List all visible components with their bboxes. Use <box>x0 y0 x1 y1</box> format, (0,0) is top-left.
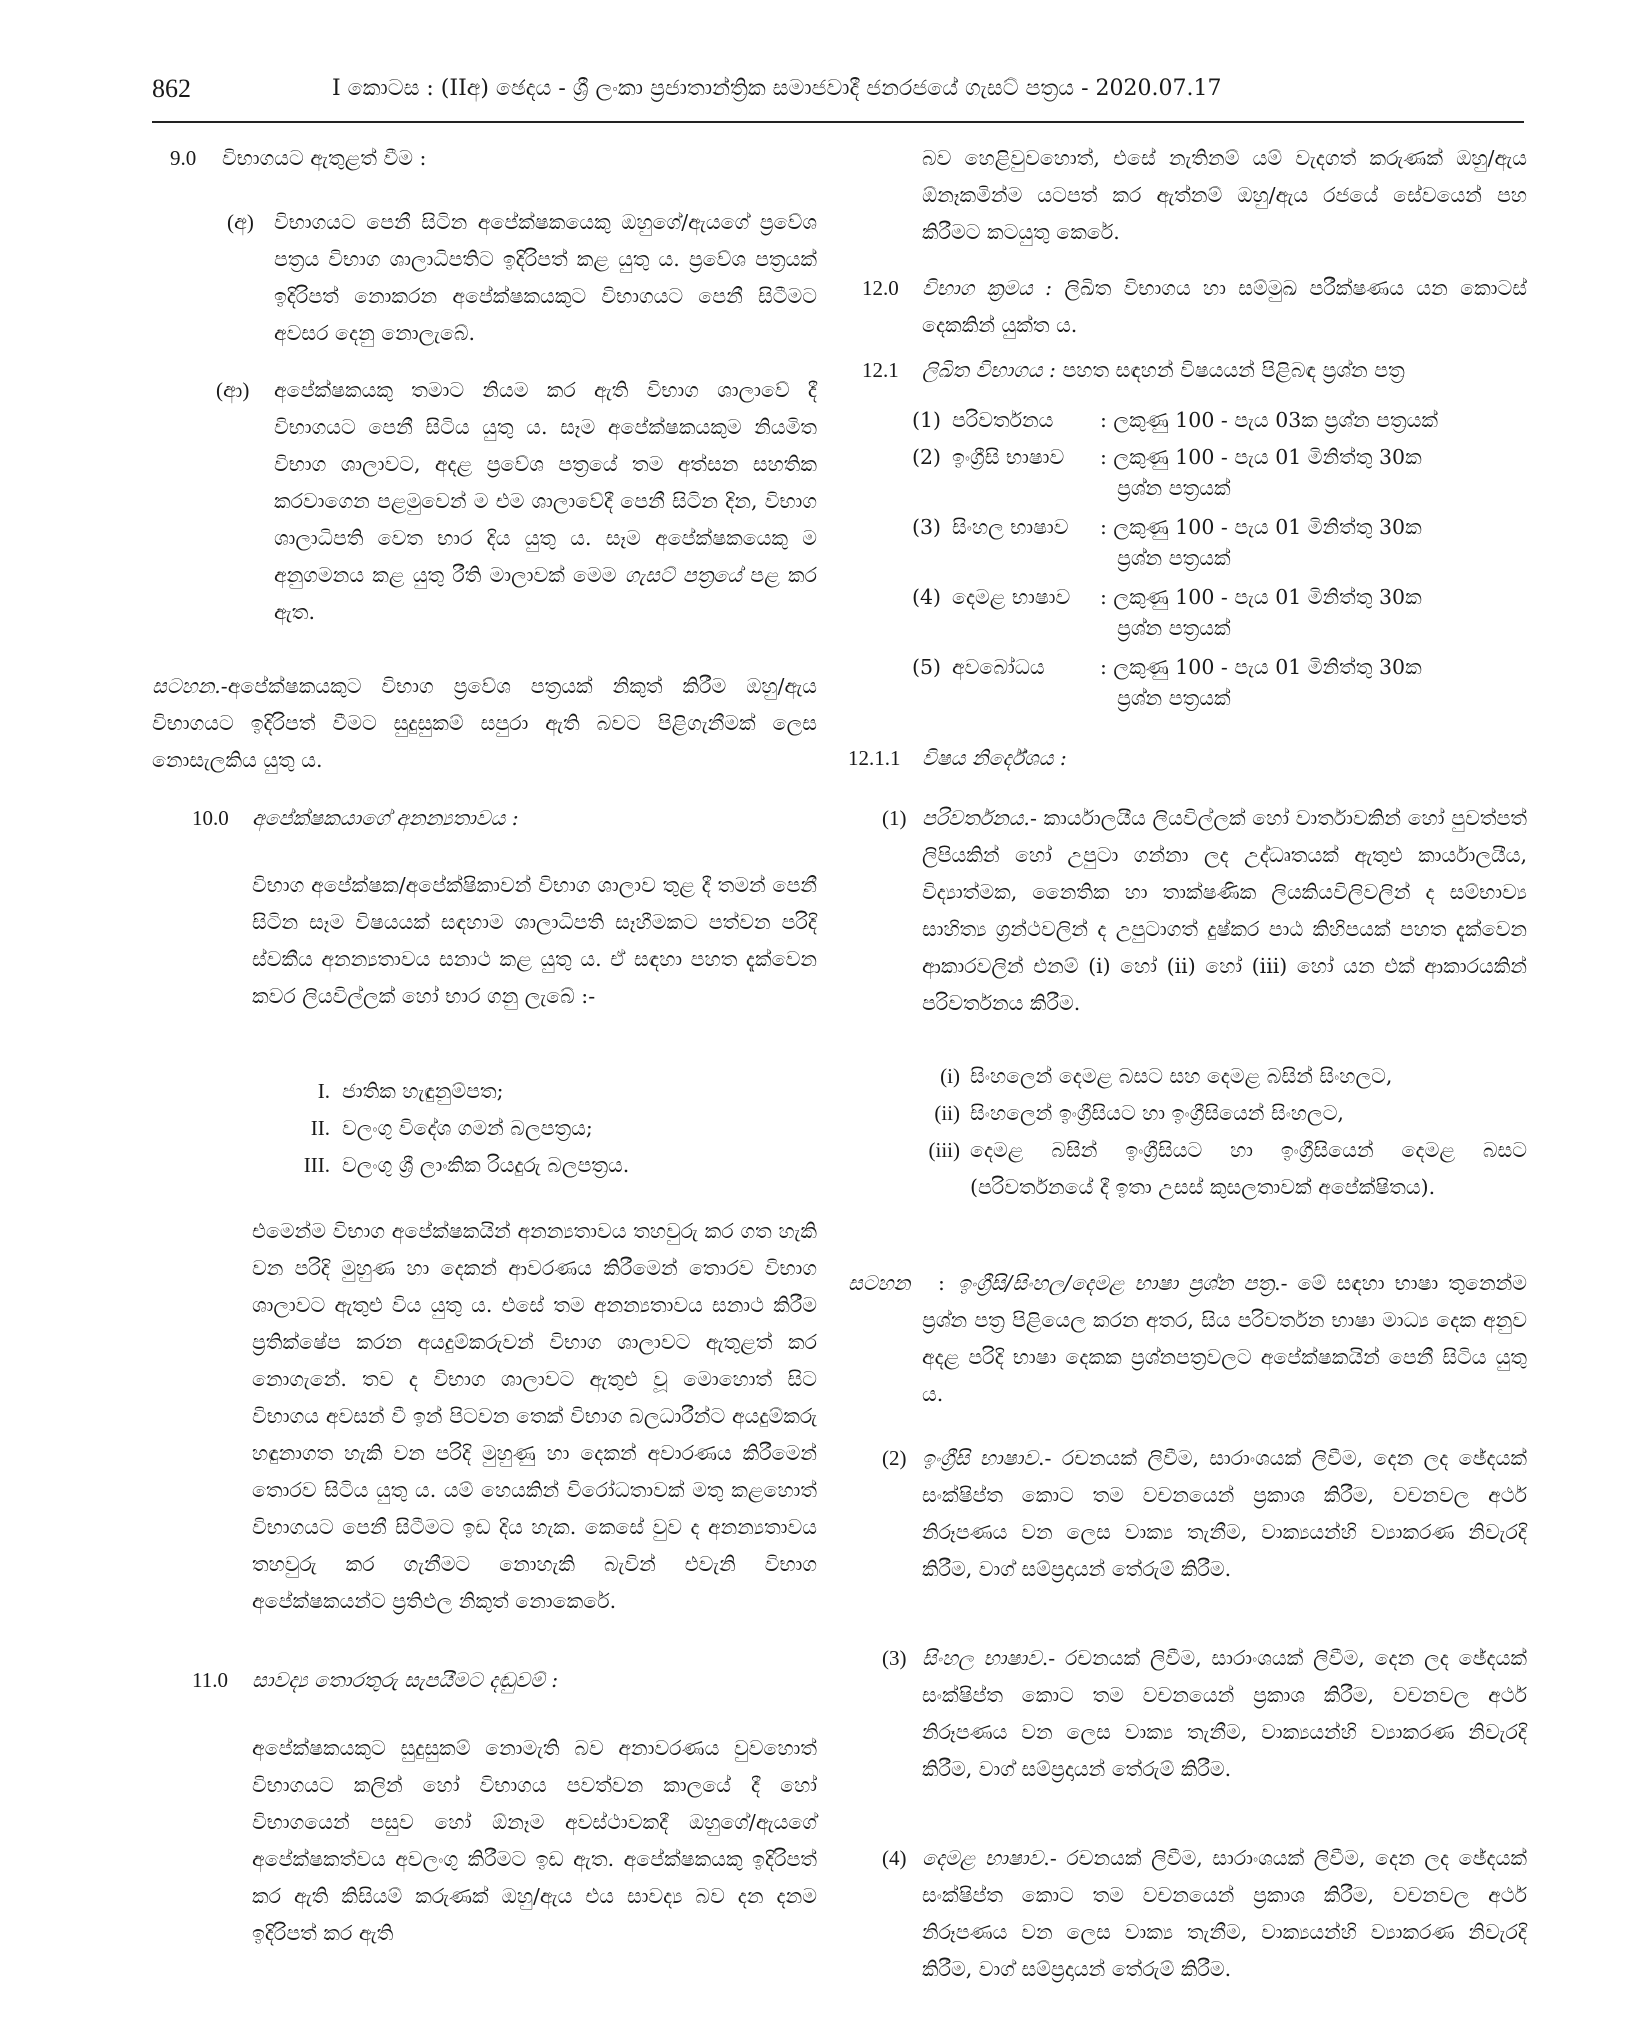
paper-name: ඉංග්‍රීසි භාෂාව <box>952 445 1065 469</box>
paper-name: දෙමළ භාෂාව <box>952 585 1071 609</box>
section-10-number: 10.0 <box>192 806 229 830</box>
option-text: සිංහලෙන් දෙමළ බසට සහ දෙමළ බසින් සිංහලට, <box>970 1064 1393 1088</box>
item-2-label: ඉංග්‍රීසි භාෂාව <box>922 1446 1039 1470</box>
item-1-label: පරිවර්තනය. <box>922 806 1030 830</box>
note-1: සටහන.-අපේක්ෂකයකුට විභාග ප්‍රවේශ පත්‍රයක් නිකුත් කිරීම ඔහු/ඇය විභාගයට ඉදිරිපත් වීමට සුදුසුකම් සපුරා ඇති බවට පිළිගැනීමක් ලෙස නොසැලකිය යුතු ය. <box>152 674 817 772</box>
continued-text: බව හෙළිවුවහොත්, එසේ නැතිනම් යම් වැදගත් කරුණක් ඔහු/ඇය ඕනෑකමින්ම යටපත් කර ඇත්නම් ඔහු/ඇය රජයේ සේවයෙන් පහ කිරීමට කටයුතු කෙරේ. <box>922 146 1527 244</box>
paper-number: (5) <box>912 655 942 679</box>
list-item-number: III. <box>303 1153 330 1177</box>
note-2-italic: ඉංග්‍රීසි/සිංහල/දෙමළ භාෂා ප්‍රශ්න පත්‍ර <box>958 1271 1275 1295</box>
section-10-para-1: විභාග අපේක්ෂක/අපේක්ෂිකාවන් විභාග ශාලාව තුළ දී තමන් පෙනී සිටින සෑම විෂයයක් සඳහාම ශාලාධිපති සෑහීමකට පත්වන පරිදි ස්වකීය අනන්‍යතාවය සනාථ කළ යුතු ය. ඒ සඳහා පහත දැක්වෙන කවර ලියවිල්ලක් හෝ භාර ගනු ලැබේ :- <box>252 873 817 1008</box>
note-2-label: සටහන <box>848 1271 911 1295</box>
section-12-number: 12.0 <box>862 276 899 300</box>
list-item: වලංගු විදේශ ගමන් බලපත්‍රය; <box>342 1116 593 1140</box>
section-10-para-2: එමෙන්ම විභාග අපේක්ෂකයින් අනන්‍යතාවය තහවුරු කර ගත හැකි වන පරිදි මුහුණ හා දෙකන් ආවරණය කිරීමෙන් තොරව විභාග ශාලාවට ඇතුළු විය යුතු ය. එසේ තම අනන්‍යතාවය සනාථ කිරීම ප්‍රතික්ෂේප කරන අයදුම්කරුවන් විභාග ශාලාවට ඇතුළත් කර නොගැනේ. තව ද විභාග ශාලාවට ඇතුළු වූ මොහොත් සිට විභාගය අවසන් වී ඉන් පිටවන තෙක් විභාග බලධාරීන්ට අයදුම්කරු හඳුනාගත හැකි වන පරිදි මුහුණු හා දෙකන් අවාරණය කිරීමෙන් තොරව සිටිය යුතු ය. යම් හෙයකින් විරෝධතාවක් මතු කළහොත් විභාගයට පෙනී සිටීමට ඉඩ දිය හැක. කෙසේ වුව ද අනන්‍යතාවය තහවුරු කර ගැනීමට නොහැකි බැවින් එවැනි විභාග අපේක්ෂකයන්ට ප්‍රතිඵල නිකුත් නොකෙරේ. <box>252 1219 817 1613</box>
paper-desc-cont: ප්‍රශ්න පත්‍රයක් <box>1117 616 1231 640</box>
section-9-number: 9.0 <box>170 146 197 170</box>
option-number: (iii) <box>928 1138 960 1162</box>
paper-desc: : ලකුණු 100 - පැය 01 මිනිත්තු 30ක <box>1100 585 1422 609</box>
section-12-1-1-heading: විෂය නිර්දේශය : <box>922 746 1067 770</box>
section-9-heading: විභාගයට ඇතුළත් වීම : <box>222 146 427 170</box>
item-4-label: දෙමළ භාෂාව <box>922 1846 1044 1870</box>
paper-number: (2) <box>912 445 942 469</box>
header-rule <box>152 121 1524 123</box>
paper-desc-cont: ප්‍රශ්න පත්‍රයක් <box>1117 686 1231 710</box>
paper-name: පරිවර්තනය <box>952 408 1054 432</box>
section-12-label: විභාග ක්‍රමය : <box>922 276 1053 300</box>
note-1-label: සටහන. <box>152 674 221 698</box>
option-number: (ii) <box>934 1101 960 1125</box>
list-item: ජාතික හැඳුනුම්පත; <box>342 1079 504 1103</box>
section-12-1-number: 12.1 <box>862 358 899 382</box>
paper-desc: : ලකුණු 100 - පැය 01 මිනිත්තු 30ක <box>1100 515 1422 539</box>
item-a-text: විභාගයට පෙනී සිටින අපේක්ෂකයෙකු ඔහුගේ/ඇයගේ ප්‍රවේශ පත්‍රය විභාග ශාලාධිපතිට ඉදිරිපත් කළ යුතු ය. ප්‍රවේශ පත්‍රයක් ඉදිරිපත් නොකරන අපේක්ෂකයකුට විභාගයට පෙනී සිටීමට අවසර දෙනු නොලැබේ. <box>274 210 817 345</box>
item-3-text: සිංහල භාෂාව.- රචනයක් ලිවීම, සාරාංශයක් ලිවීම, දෙන ලද ඡේදයක් සංක්ෂිප්ත කොට තම වචනයෙන් ප්‍රකාශ කිරීම, වචනවල අර්ථ නිරූපණය වන ලෙස වාක්‍ය තැනීම, වාක්‍යයන්හි ව්‍යාකරණ නිවැරදි කිරීම, වාග් සම්ප්‍රදායන් තේරුම් කිරීම. <box>922 1646 1527 1781</box>
section-10-heading: අපේක්ෂකයාගේ අනන්‍යතාවය : <box>252 806 519 830</box>
paper-number: (1) <box>912 408 942 432</box>
item-1-number: (1) <box>882 806 907 830</box>
item-4-text: දෙමළ භාෂාව.- රචනයක් ලිවීම, සාරාංශයක් ලිවීම, දෙන ලද ඡේදයක් සංක්ෂිප්ත කොට තම වචනයෙන් ප්‍රකාශ කිරීම, වචනවල අර්ථ නිරූපණය වන ලෙස වාක්‍ය තැනීම, වාක්‍යයන්හි ව්‍යාකරණ නිවැරදි කිරීම, වාග් සම්ප්‍රදායන් තේරුම් කිරීම. <box>922 1846 1528 1981</box>
list-item-number: II. <box>310 1116 330 1140</box>
item-2-number: (2) <box>882 1446 907 1470</box>
option-text: දෙමළ බසින් ඉංග්‍රීසියට හා ඉංග්‍රීසියෙන් දෙමළ බසට (පරිවර්තනයේ දී ඉතා උසස් කුසලතාවක් අපේක්ෂිතය). <box>970 1138 1527 1199</box>
item-a-label: (අ) <box>227 210 254 234</box>
item-aa-text: අපේක්ෂකයකු තමාට නියම කර ඇති විභාග ශාලාවේ දී විභාගයට පෙනී සිටිය යුතු ය. සෑම අපේක්ෂකයකුම නියමිත විභාග ශාලාවට, අදළ ප්‍රවේශ පත්‍රයේ තම අත්සන සහතික කරවාගෙන පළමුවෙන් ම එම ශාලාවේදී පෙනී සිටින දින, විභාග ශාලාධිපති වෙත භාර දිය යුතු ය. සෑම අපේක්ෂකයෙකු ම අනුගමනය කළ යුතු රීති මාලාවක් මෙම ගැසට් පත්‍රයේ පළ කර ඇත. <box>274 378 817 624</box>
paper-number: (3) <box>912 515 942 539</box>
page-number: 862 <box>152 74 191 103</box>
paper-name: සිංහල භාෂාව <box>952 515 1069 539</box>
section-12-1-label: ලිඛිත විභාගය : <box>922 358 1056 382</box>
section-11-para: අපේක්ෂකයකුට සුදුසුකම් නොමැති බව අනාවරණය වුවහොත් විභාගයට කලින් හෝ විභාගය පවත්වන කාලයේ දී හෝ විභාගයෙන් පසුව හෝ ඕනෑම අවස්ථාවකදී ඔහුගේ/ඇයගේ අපේක්ෂකත්වය අවලංගු කිරීමට ඉඩ ඇත. අපේක්ෂකයකු ඉදිරිපත් කර ඇති කිසියම් කරුණක් ඔහු/ඇය එය සාවද්‍ය බව දන දනම ඉදිරිපත් කර ඇති <box>252 1736 817 1945</box>
item-3-label: සිංහල භාෂාව <box>922 1646 1042 1670</box>
option-text: සිංහලෙන් ඉංග්‍රීසියට හා ඉංග්‍රීසියෙන් සිංහලට, <box>970 1101 1344 1125</box>
gazette-italic: ගැසට් පත්‍රයේ <box>624 563 742 587</box>
paper-desc-cont: ප්‍රශ්න පත්‍රයක් <box>1117 476 1231 500</box>
option-number: (i) <box>940 1064 960 1088</box>
item-aa-label: (ආ) <box>216 378 250 402</box>
note-2-text: ඉංග්‍රීසි/සිංහල/දෙමළ භාෂා ප්‍රශ්න පත්‍ර.- මේ සඳහා භාෂා තුනෙන්ම ප්‍රශ්න පත්‍ර පිළියෙල කරන අතර, සිය පරිවර්තන භාෂා මාධ්‍ය දෙක අනුව අදළ පරිදි භාෂා දෙකක ප්‍රශ්නපත්‍රවලට අපේක්ෂකයින් පෙනී සිටිය යුතු ය. <box>922 1271 1527 1406</box>
list-item-number: I. <box>317 1079 330 1103</box>
section-11-heading: සාවද්‍ය තොරතුරු සැපයීමට දඬුවම් : <box>252 1668 559 1692</box>
paper-name: අවබෝධය <box>952 655 1045 679</box>
paper-number: (4) <box>912 585 942 609</box>
paper-desc: : ලකුණු 100 - පැය 03ක ප්‍රශ්න පත්‍රයක් <box>1100 408 1439 432</box>
paper-desc-cont: ප්‍රශ්න පත්‍රයක් <box>1117 546 1231 570</box>
item-4-number: (4) <box>882 1846 907 1870</box>
page-header <box>152 64 1522 124</box>
section-12-1-text: ලිඛිත විභාගය : පහත සඳහන් විෂයයන් පිළිබඳ ප්‍රශ්න පත්‍ර <box>922 358 1405 382</box>
list-item: වලංගු ශ්‍රී ලාංකික රියදුරු බලපත්‍රය. <box>342 1153 630 1177</box>
item-2-text: ඉංග්‍රීසි භාෂාව.- රචනයක් ලිවීම, සාරාංශයක් ලිවීම, දෙන ලද ඡේදයක් සංක්ෂිප්ත කොට තම වචනයෙන් ප්‍රකාශ කිරීම, වචනවල අර්ථ නිරූපණය වන ලෙස වාක්‍ය තැනීම, වාක්‍යයන්හි ව්‍යාකරණ නිවැරදි කිරීම, වාග් සම්ප්‍රදායන් තේරුම් කිරීම. <box>922 1446 1527 1581</box>
running-title: I කොටස : (IIඅ) ඡෙදය - ශ්‍රී ලංකා ප්‍රජාතාන්ත්‍රික සමාජවාදී ජනරජයේ ගැසට් පත්‍රය - 2020.07.17 <box>332 76 1222 101</box>
item-1-text: පරිවර්තනය.- කාර්යාලයීය ලියවිල්ලක් හෝ වාර්තාවකින් හෝ පුවත්පත් ලිපියකින් හෝ උපුටා ගන්නා ලද උද්ධෘතයක් ඇතුළු කාර්යාලයීය, විද්‍යාත්මක, නෛතික හා තාක්ෂණික ලියකියවිලිවලින් ද සම්භාව්‍ය සාහිත්‍ය ග්‍රන්ථවලින් ද උපුටාගත් දුෂ්කර පාඨ කිහිපයක් පහත දැක්වෙන ආකාරවලින් එනම් (i) හෝ (ii) හෝ (iii) හෝ යන එක් ආකාරයකින් පරිවර්තනය කිරීම. <box>922 806 1527 1015</box>
section-12-1-1-number: 12.1.1 <box>848 746 901 770</box>
section-11-number: 11.0 <box>192 1668 228 1692</box>
section-12-text: විභාග ක්‍රමය : ලිඛිත විභාගය හා සම්මුඛ පරීක්ෂණය යන කොටස් දෙකකින් යුක්ත ය. <box>922 276 1527 337</box>
paper-desc: : ලකුණු 100 - පැය 01 මිනිත්තු 30ක <box>1100 655 1422 679</box>
note-2-colon: : <box>938 1271 945 1295</box>
paper-desc: : ලකුණු 100 - පැය 01 මිනිත්තු 30ක <box>1100 445 1422 469</box>
item-3-number: (3) <box>882 1646 907 1670</box>
